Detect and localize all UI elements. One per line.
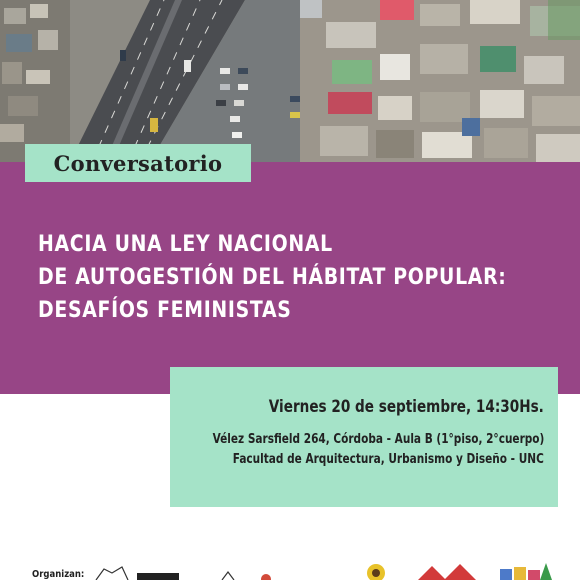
title-line-1: HACIA UNA LEY NACIONAL (38, 231, 333, 257)
event-info-box (170, 367, 558, 507)
organizer-logos (0, 555, 580, 580)
badge-label: Conversatorio (53, 150, 223, 176)
event-address: Vélez Sarsfield 264, Córdoba - Aula B (1°piso, 2°cuerpo) (212, 431, 544, 447)
title-line-3: DESAFÍOS FEMINISTAS (38, 297, 292, 323)
event-title (38, 228, 578, 327)
aerial-city-photo (0, 0, 580, 162)
conversatorio-badge (25, 144, 251, 182)
event-venue: Facultad de Arquitectura, Urbanismo y Diseño - UNC (232, 451, 544, 467)
event-datetime: Viernes 20 de septiembre, 14:30Hs. (268, 397, 544, 417)
organizers-label: Organizan: (32, 569, 85, 580)
title-line-2: DE AUTOGESTIÓN DEL HÁBITAT POPULAR: (38, 264, 507, 290)
footer (0, 555, 580, 580)
